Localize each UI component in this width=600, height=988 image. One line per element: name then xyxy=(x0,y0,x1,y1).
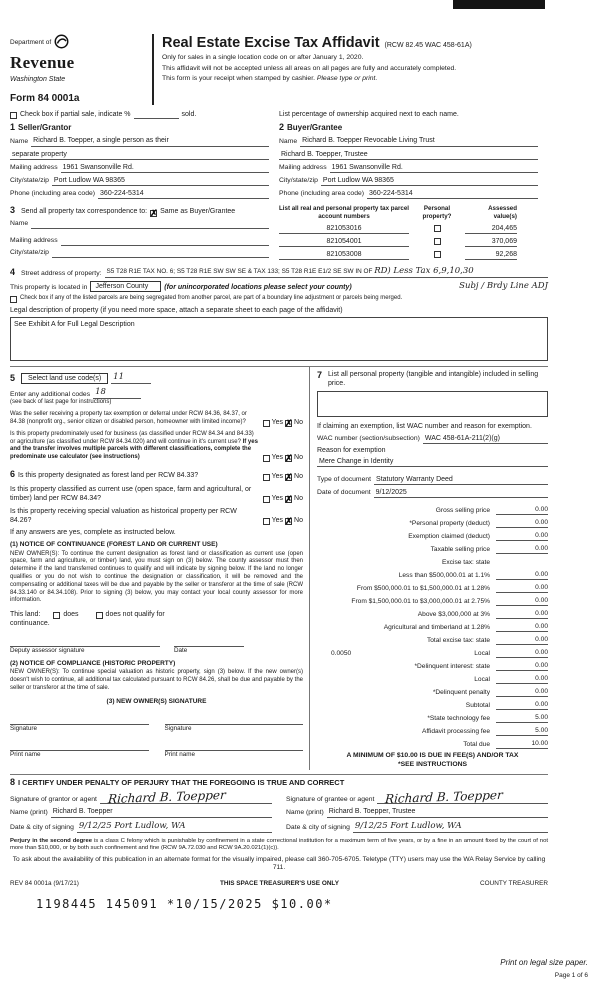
tax-row-taxable: Taxable selling price 0.00 xyxy=(430,544,548,553)
corr-mailing-label: Mailing address xyxy=(10,236,58,244)
local-rate-value: 0.0050 xyxy=(331,649,352,657)
wac-number-label: WAC number (section/subsection) xyxy=(317,434,420,442)
partial-sale-checkbox[interactable] xyxy=(10,112,17,119)
deputy-signature-row xyxy=(10,638,303,647)
tax-amount-field[interactable]: 0.00 xyxy=(496,532,548,542)
buyer-mailing-field[interactable]: 1961 Swansonville Rd. xyxy=(330,163,538,173)
tax-amount-field[interactable]: 0.00 xyxy=(496,519,548,529)
rev-number: REV 84 0001a (9/17/21) xyxy=(10,880,79,888)
revenue-brand: Revenue xyxy=(10,53,75,73)
tax-row-affidavit-fee: Affidavit processing fee 5.00 xyxy=(421,726,548,735)
tax-row-local: 0.0050 Local 0.00 xyxy=(317,645,548,658)
form-header xyxy=(10,34,548,105)
grantor-signature: Richard B. Toepper xyxy=(107,787,227,806)
deputy-assessor-signature-field[interactable] xyxy=(10,638,160,647)
parcel-number-field[interactable]: 821053016 xyxy=(279,224,409,234)
buyer-city-label: City/state/zip xyxy=(279,176,318,184)
q-historical-no-checkbox[interactable] xyxy=(285,518,292,525)
personal-property-intro: List all personal property (tangible and intangible) included in selling price. xyxy=(328,371,539,388)
tax-row-total-state: Total excise tax: state 0.00 xyxy=(426,635,548,644)
deputy-signature-labels: Deputy assessor signature Date xyxy=(10,647,188,655)
seller-city-field[interactable]: Port Ludlow WA 98365 xyxy=(52,176,269,186)
parcel-row xyxy=(279,250,548,260)
parcel-personal-property-checkbox[interactable] xyxy=(434,225,441,232)
grantor-printname-label: Name (print) xyxy=(10,808,48,816)
grantee-printname-label: Name (print) xyxy=(286,808,324,816)
alternate-format-note: To ask about the availability of this publication in an alternate format for the visually impaired, please call 360-705-6705. Teletype (TTY) users may use the WA Relay Service by calling 711. xyxy=(12,855,546,872)
buyer-name-field[interactable]: Richard B. Toepper Revocable Living Trust xyxy=(300,136,538,146)
printname-labels-row: Print name Print name xyxy=(10,750,195,758)
parcel-personal-property-checkbox[interactable] xyxy=(434,238,441,245)
q-exemption-yes-checkbox[interactable] xyxy=(263,420,270,427)
section-2-number: 2 xyxy=(279,121,285,132)
signature-labels-row: Signature Signature xyxy=(10,724,192,732)
parcel-row xyxy=(279,224,548,234)
parcel-personal-property-checkbox[interactable] xyxy=(434,251,441,258)
wac-number-field[interactable]: WAC 458-61A-211(2)(g) xyxy=(423,434,548,444)
tax-amount-field[interactable]: 5.00 xyxy=(496,714,548,724)
buyer-phone-label: Phone (including area code) xyxy=(279,190,365,198)
buyer-grantee-block xyxy=(279,122,548,199)
date-of-document-label: Date of document xyxy=(317,489,371,497)
q-business-no-checkbox[interactable] xyxy=(285,455,292,462)
tax-row-tech-fee: *State technology fee 5.00 xyxy=(427,713,548,722)
corr-city-field[interactable] xyxy=(52,249,269,258)
seller-mailing-label: Mailing address xyxy=(10,163,58,171)
revenue-logo-block xyxy=(10,34,152,105)
perjury-statement: Perjury in the second degree is a class C felony which is punishable by confinement in a state correctional institution for a maximum term of five years, or by a fine in an amount fixed by the court of not more than $10,000, or by both such confinement and fine (RCW 9A.72.030 and RCW 9A.20.021(1)(c)). xyxy=(10,837,548,852)
seller-name-label: Name xyxy=(10,137,29,145)
grantee-date-field[interactable]: 9/12/25 Fort Ludlow, WA xyxy=(353,821,548,833)
tax-amount-field[interactable]: 0.00 xyxy=(496,597,548,607)
street-address-label: Street address of property: xyxy=(21,269,102,277)
street-address-field[interactable]: S5 T28 R1E TAX NO. 6; S5 T28 R1E SW SW SE & TAX 133; S5 T28 R1E E1/2 SE SW IN OF RD) Less Tax 6,9,10,30 xyxy=(105,266,549,278)
grantor-signature-field[interactable] xyxy=(100,787,272,806)
same-as-buyer-label: Same as Buyer/Grantee xyxy=(160,208,236,216)
reason-for-exemption-label: Reason for exemption xyxy=(317,446,386,454)
section-8-number: 8 xyxy=(10,776,16,787)
tax-amount-field[interactable]: 0.00 xyxy=(496,545,548,555)
buyer-city-field[interactable]: Port Ludlow WA 98365 xyxy=(321,176,538,186)
print-legal-size-note: Print on legal size paper. xyxy=(500,958,588,968)
county-select[interactable]: Jefferson County xyxy=(90,281,161,292)
parties-section xyxy=(10,122,548,199)
new-owner-signature-lines xyxy=(10,716,303,725)
section-7-number: 7 xyxy=(317,370,323,381)
corr-name-label: Name xyxy=(10,219,29,227)
tax-row-subtotal: Subtotal 0.00 xyxy=(465,700,548,709)
county-treasurer-label: COUNTY TREASURER xyxy=(480,880,548,888)
certify-statement: I CERTIFY UNDER PENALTY OF PERJURY THAT THE FOREGOING IS TRUE AND CORRECT xyxy=(18,777,345,787)
seller-mailing-field[interactable]: 1961 Swansonville Rd. xyxy=(61,163,269,173)
assessed-value-field[interactable]: 370,069 xyxy=(465,237,517,247)
tax-row-tier1: Less than $500,000.01 at 1.1% 0.00 xyxy=(398,570,548,579)
new-owner-printname-lines xyxy=(10,742,303,751)
parcel-col-header: List all real and personal property tax parcel account numbers xyxy=(279,204,409,220)
land-use-code-label: Select land use code(s) xyxy=(21,373,108,384)
seller-name-field[interactable]: Richard B. Toepper, a single person as their xyxy=(31,136,269,146)
parcel-number-field[interactable]: 821053008 xyxy=(279,250,409,260)
grantor-date-label: Date & city of signing xyxy=(10,823,74,831)
segregated-checkbox[interactable] xyxy=(10,296,17,303)
see-instructions-note: *SEE INSTRUCTIONS xyxy=(397,760,468,768)
partial-sale-percent-field[interactable] xyxy=(134,111,179,119)
q-current-use-no-checkbox[interactable] xyxy=(285,496,292,503)
grantor-signing-block xyxy=(10,788,272,832)
same-as-buyer-checkbox[interactable] xyxy=(150,210,157,217)
see-back-note: (see back of last page for instructions) xyxy=(10,399,112,406)
q-forest-no-checkbox[interactable] xyxy=(285,474,292,481)
corr-mailing-field[interactable] xyxy=(61,237,269,246)
tax-amount-field[interactable]: 10.00 xyxy=(496,740,548,750)
county-note: (for unincorporated locations please select your county) xyxy=(164,284,352,292)
grantor-signature-label: Signature of grantor or agent xyxy=(10,795,97,803)
buyer-name-field-2[interactable]: Richard B. Toepper, Trustee xyxy=(279,150,538,160)
located-in-label: This property is located in xyxy=(10,283,88,291)
treasurer-space-label: THIS SPACE TREASURER'S USE ONLY xyxy=(219,880,340,888)
title-rcw-ref: (RCW 82.45 WAC 458-61A) xyxy=(384,42,472,49)
assessed-value-col-header: Assessed value(s) xyxy=(488,204,517,220)
mid-right-column xyxy=(310,367,548,769)
buyer-name-label: Name xyxy=(279,137,298,145)
question-forest-land: 6 Is this property designated as forest land per RCW 84.33? Yes ✗ No xyxy=(10,469,303,481)
section-5-number: 5 xyxy=(10,372,16,383)
notice-continuance-title: (1) NOTICE OF CONTINUANCE (FOREST LAND OR CURRENT USE) xyxy=(10,541,218,549)
new-owner-printname-field-1[interactable] xyxy=(10,742,149,751)
seller-phone-label: Phone (including area code) xyxy=(10,190,96,198)
assessed-value-field[interactable]: 92,268 xyxy=(465,250,517,260)
header-note-2: This affidavit will not be accepted unless all areas on all pages are fully and accurately completed. xyxy=(162,64,457,72)
question-historical: Is this property receiving special valuation as historical property per RCW 84.26? Yes ✗ No xyxy=(10,507,303,525)
tax-row-delinquent-penalty: *Delinquent penalty 0.00 xyxy=(432,687,548,696)
mid-columns xyxy=(10,366,548,769)
dept-of-label: Department of xyxy=(10,39,52,46)
question-tax-exemption: Was the seller receiving a property tax exemption or deferral under RCW 84.36, 84.37, or 84.38 (nonprofit org., senior citizen or disabled person, homeowner with limited income)? Yes ✗ No xyxy=(10,411,303,427)
grantee-printname-field[interactable]: Richard B. Toepper, Trustee xyxy=(327,807,548,817)
assessed-value-field[interactable]: 204,465 xyxy=(465,224,517,234)
tax-amount-field[interactable]: 0.00 xyxy=(496,662,548,672)
page-number: Page 1 of 6 xyxy=(554,971,588,979)
q-historical-yes-checkbox[interactable] xyxy=(263,518,270,525)
end-notes xyxy=(500,958,588,980)
type-of-document-label: Type of document xyxy=(317,476,372,484)
tax-amount-field[interactable]: 5.00 xyxy=(496,727,548,737)
parcel-number-field[interactable]: 821054001 xyxy=(279,237,409,247)
tax-row-tier2: From $500,000.01 to $1,500,000.01 at 1.28% 0.00 xyxy=(356,583,548,592)
title-block xyxy=(152,34,548,105)
minimum-due-note: A MINIMUM OF $10.00 IS DUE IN FEE(S) AND/OR TAX xyxy=(346,752,519,760)
seller-grantor-block xyxy=(10,122,279,199)
tax-amount-field[interactable]: 0.00 xyxy=(496,701,548,711)
section-5-header-row xyxy=(10,372,303,384)
grantee-signature: Richard B. Toepper xyxy=(385,787,504,806)
section-1-number: 1 xyxy=(10,121,16,132)
personal-property-col-header: Personal property? xyxy=(422,204,452,220)
treasurer-stamp: 1198445 145091 *10/15/2025 $10.00* xyxy=(36,897,333,912)
section-4 xyxy=(10,266,548,361)
personal-property-field[interactable] xyxy=(317,391,548,417)
corr-name-field[interactable] xyxy=(31,220,269,229)
buyer-mailing-label: Mailing address xyxy=(279,163,327,171)
legal-description-label: Legal description of property (if you need more space, attach a separate sheet to each page of the affidavit) xyxy=(10,307,343,315)
tax-row-agricultural: Agricultural and timberland at 1.28% 0.00 xyxy=(383,622,548,631)
new-owner-signature-field-2[interactable] xyxy=(165,716,304,725)
tax-amount-field[interactable]: 0.00 xyxy=(496,506,548,516)
tax-row-delinquent-interest-local: Local 0.00 xyxy=(474,674,548,683)
ownership-note: List percentage of ownership acquired next to each name. xyxy=(279,110,459,118)
tax-computation xyxy=(317,502,548,749)
section-8 xyxy=(10,774,548,833)
tax-row-total-due: Total due 10.00 xyxy=(463,739,548,748)
grantee-signing-block xyxy=(286,788,548,832)
question-predominate-use: Is this property predominately used for business (as classified under RCW 84.34 and 84.33) or agriculture (as classified under RCW 84.34.020) and will continue in it's current use? If yes and the transfer involves multiple parcels with different classifications, complete the predominate use calculator (see instructions) Yes ✗ No xyxy=(10,431,303,462)
revenue-logo-icon xyxy=(54,34,69,52)
q-exemption-no-checkbox[interactable] xyxy=(285,420,292,427)
exemption-note: If claiming an exemption, list WAC number and reason for exemption. xyxy=(317,422,532,430)
tax-row-tier3: From $1,500,000.01 to $3,000,000.01 at 2.75% 0.00 xyxy=(351,596,548,605)
seller-name-field-2[interactable]: separate property xyxy=(10,150,269,160)
seller-heading: Seller/Grantor xyxy=(18,122,72,132)
redaction-bar xyxy=(453,0,545,9)
seller-phone-field[interactable]: 360-224-5314 xyxy=(98,189,269,199)
boundary-adj-handwritten-note: Subj / Brdy Line ADJ xyxy=(459,281,548,292)
send-correspondence-label: Send all property tax correspondence to: xyxy=(21,208,148,216)
buyer-heading: Buyer/Grantee xyxy=(287,122,343,132)
notice-compliance-body: NEW OWNER(S): To continue special valuation as historic property, sign (3) below. If the new owner(s) doesn't wish to continue, all additional tax calculated pursuant to RCW 84.26, shall be due and payable by the seller or transferor at the time of sale. xyxy=(10,668,303,691)
grantee-signature-field[interactable] xyxy=(377,787,548,806)
reason-for-exemption-field[interactable]: Mere Change in Identity xyxy=(317,457,548,467)
tax-amount-field[interactable]: 0.00 xyxy=(496,649,548,659)
date-of-document-field[interactable]: 9/12/2025 xyxy=(374,488,548,498)
section-3 xyxy=(10,205,548,260)
tax-amount-field[interactable]: 0.00 xyxy=(496,571,548,581)
section-3-number: 3 xyxy=(10,204,16,215)
buyer-phone-field[interactable]: 360-224-5314 xyxy=(367,189,538,199)
notice-compliance-title: (2) NOTICE OF COMPLIANCE (HISTORIC PROPERTY) xyxy=(10,659,176,667)
tax-row-exemption: Exemption claimed (deduct) 0.00 xyxy=(408,531,548,540)
tax-amount-field xyxy=(496,558,548,567)
tax-row-personal: *Personal property (deduct) 0.00 xyxy=(409,518,548,527)
land-use-code-field[interactable]: 11 xyxy=(111,372,151,384)
header-note-3: This form is your receipt when stamped by cashier. Please type or print. xyxy=(162,75,378,82)
tax-row-tier4: Above $3,000,000 at 3% 0.00 xyxy=(417,609,548,618)
top-row xyxy=(10,110,548,119)
page-title: Real Estate Excise Tax Affidavit xyxy=(162,35,380,51)
grantor-printname-field[interactable]: Richard B. Toepper xyxy=(51,807,272,817)
tax-amount-field[interactable]: 0.00 xyxy=(496,623,548,633)
land-does-checkbox[interactable] xyxy=(53,612,60,619)
land-does-not-checkbox[interactable] xyxy=(96,612,103,619)
mid-left-column xyxy=(10,367,310,769)
street-address-handwritten: RD) Less Tax 6,9,10,30 xyxy=(374,266,474,277)
continuance-word: continuance. xyxy=(10,620,50,628)
grantee-date-label: Date & city of signing xyxy=(286,823,350,831)
segregated-label: Check box if any of the listed parcels are being segregated from another parcel, are part of a boundary line adjustment or parcels being merged. xyxy=(20,295,403,302)
new-owner-signature-title: (3) NEW OWNER(S) SIGNATURE xyxy=(106,698,207,706)
question-current-use: Is this property classified as current use (open space, farm and agricultural, or timber) land per RCW 84.34? Yes ✗ No xyxy=(10,485,303,503)
deputy-date-field[interactable] xyxy=(174,638,244,647)
partial-sale-label: Check box if partial sale, indicate % xyxy=(20,110,131,118)
grantor-date-field[interactable]: 9/12/25 Port Ludlow, WA xyxy=(77,821,272,833)
q-current-use-yes-checkbox[interactable] xyxy=(263,496,270,503)
additional-codes-field[interactable]: 18 xyxy=(93,387,141,399)
q-business-yes-checkbox[interactable] xyxy=(263,455,270,462)
header-note-1: Only for sales in a single location code on or after January 1, 2020. xyxy=(162,54,364,62)
if-yes-note: If any answers are yes, complete as instructed below. xyxy=(10,529,176,537)
corr-city-label: City/state/zip xyxy=(10,248,49,256)
parcel-table xyxy=(279,205,548,260)
new-owner-printname-field-2[interactable] xyxy=(165,742,304,751)
tax-amount-field[interactable]: 0.00 xyxy=(496,584,548,594)
additional-codes-label: Enter any additional codes xyxy=(10,390,91,398)
legal-description-field[interactable]: See Exhibit A for Full Legal Description xyxy=(10,317,548,361)
partial-sale-suffix: sold. xyxy=(181,110,197,118)
parcel-row xyxy=(279,237,548,247)
form-number: Form 84 0001a xyxy=(10,92,80,104)
this-land-row: This land: does does not qualify for xyxy=(10,611,165,619)
type-of-document-field[interactable]: Statutory Warranty Deed xyxy=(374,475,548,485)
rev-row xyxy=(10,880,548,888)
grantee-signature-label: Signature of grantee or agent xyxy=(286,795,375,803)
notice-continuance-body: NEW OWNER(S): To continue the current designation as forest land or classification as current use (open space, farm and agriculture, or timber) land, you must sign on (3) below. The county assessor must then determine if the land transferred continues to qualify and will indicate by signing below. If the land no longer qualifies or you do not wish to continue the designation or classification, it will be removed and the compensating or additional taxes will be due and payable by the seller or transferor at the time of sale (RCW 84.33.140 or 84.34.108). Prior to signing (3) below, you may contact your local county assessor for more information. xyxy=(10,550,303,604)
tax-amount-field[interactable]: 0.00 xyxy=(496,688,548,698)
q-forest-yes-checkbox[interactable] xyxy=(263,474,270,481)
tax-amount-field[interactable]: 0.00 xyxy=(496,675,548,685)
tax-row-delinquent-interest-state: *Delinquent interest: state 0.00 xyxy=(414,661,548,670)
washington-state-label: Washington State xyxy=(10,75,66,83)
section-6-number: 6 xyxy=(10,468,16,479)
tax-row-excise-state: Excise tax: state xyxy=(317,554,548,567)
seller-city-label: City/state/zip xyxy=(10,176,49,184)
new-owner-signature-field-1[interactable] xyxy=(10,716,149,725)
tax-amount-field[interactable]: 0.00 xyxy=(496,636,548,646)
tax-amount-field[interactable]: 0.00 xyxy=(496,610,548,620)
section-4-number: 4 xyxy=(10,266,16,277)
tax-row-gross: Gross selling price 0.00 xyxy=(435,505,548,514)
